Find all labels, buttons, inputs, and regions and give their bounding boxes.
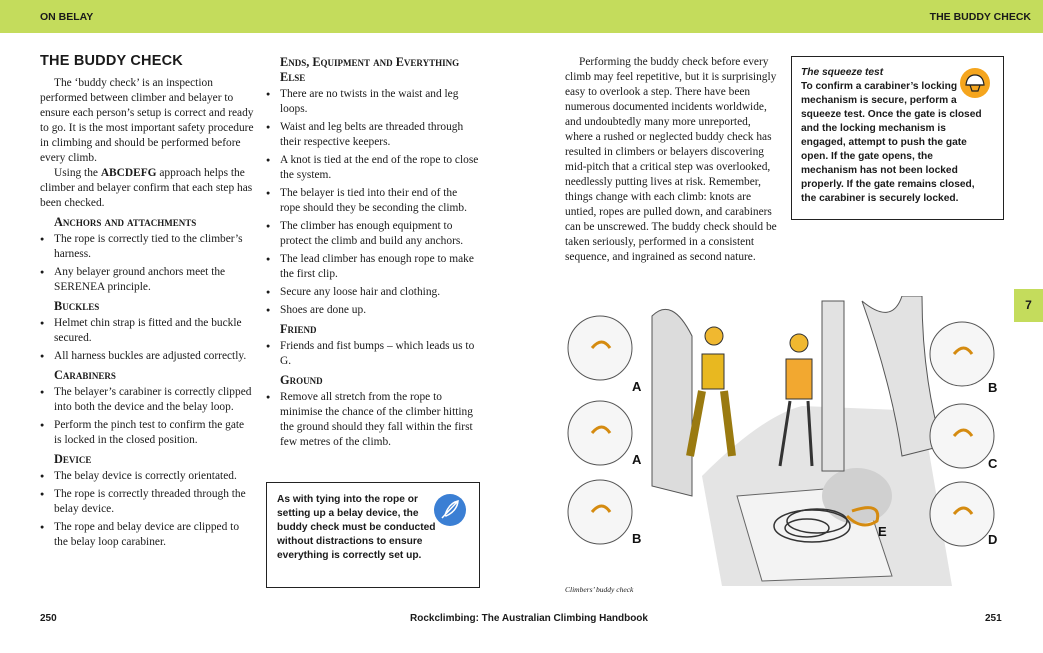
checklist-item: ● The climber has enough equipment to protect the climb and build any anchors. <box>266 219 480 249</box>
checklist-item: ● The rope is correctly tied to the climber’s harness. <box>40 232 254 262</box>
page-number-right: 251 <box>985 613 1002 624</box>
section-heading: Anchors and attachments <box>54 215 197 229</box>
tip-box <box>266 482 480 588</box>
section-heading: Ground <box>280 373 323 387</box>
checklist <box>40 385 254 448</box>
checklist-item: ● Perform the pinch test to confirm the gate is locked in the closed position. <box>40 418 254 448</box>
section-heading: Device <box>54 452 92 466</box>
checklist-item: ● Waist and leg belts are threaded through their respective keepers. <box>266 120 480 150</box>
checklist-item: ● The rope and belay device are clipped to the belay loop carabiner. <box>40 520 254 550</box>
tip-text: As with tying into the rope or setting up a belay device, the buddy check must be conducted without distractions to ensure everything is correctly set up. <box>277 494 436 561</box>
figure-label-a: A <box>632 379 642 394</box>
figure-label-c: C <box>988 456 998 471</box>
checklist-item: ● Remove all stretch from the rope to minimise the chance of the climber hitting the ground should they fall within the first few metres of the climb. <box>266 390 480 450</box>
figure-label-e: E <box>878 524 887 539</box>
header-right: THE BUDDY CHECK <box>929 11 1031 23</box>
squeeze-test-title: The squeeze test <box>801 67 884 78</box>
squeeze-test-text: To confirm a carabiner’s locking mechanism is secure, perform a squeeze test. Once the gate is closed and the locking mechanism is engaged, attempt to push the gate open. If the gate opens, the mechanism has not been locked properly. If the gate remains closed, the carabiner is securely locked. <box>801 81 982 204</box>
checklist-sections <box>266 55 480 450</box>
checklist-item: ● The belay device is correctly orientated. <box>40 469 254 484</box>
figure-label-a: A <box>632 452 642 467</box>
checklist-item: ● Shoes are done up. <box>266 303 480 318</box>
header-left: ON BELAY <box>40 11 94 23</box>
figure-label-d: D <box>988 532 998 547</box>
header-bar <box>0 0 1043 33</box>
checklist-sections <box>40 215 254 550</box>
chapter-tab[interactable]: 7 <box>1014 289 1043 322</box>
approach-paragraph: Using the ABCDEFG approach helps the climber and belayer confirm that each step has been checked. <box>40 167 253 209</box>
checklist-item: ● The rope is correctly threaded through the belay device. <box>40 487 254 517</box>
page-number-left: 250 <box>40 613 57 624</box>
checklist-item: ● There are no twists in the waist and leg loops. <box>266 87 480 117</box>
climbing-helmet-icon <box>959 67 991 99</box>
squeeze-test-box <box>791 56 1004 220</box>
figure-label-b: B <box>988 380 998 395</box>
page-title: THE BUDDY CHECK <box>40 53 183 69</box>
column-3 <box>565 55 779 265</box>
column-2 <box>266 55 480 453</box>
section-heading: Ends, Equipment and Everything Else <box>280 55 460 84</box>
checklist <box>266 390 480 450</box>
book-title: Rockclimbing: The Australian Climbing Handbook <box>410 613 648 624</box>
checklist-item: ● All harness buckles are adjusted correctly. <box>40 349 254 364</box>
checklist <box>40 316 254 364</box>
checklist-item: ● The belayer is tied into their end of the rope should they be seconding the climb. <box>266 186 480 216</box>
checklist <box>266 87 480 318</box>
column-1 <box>40 53 254 553</box>
checklist-item: ● The lead climber has enough rope to make the first clip. <box>266 252 480 282</box>
section-heading: Friend <box>280 322 317 336</box>
checklist-item: ● Friends and fist bumps – which leads us to G. <box>266 339 480 369</box>
checklist-item: ● The belayer’s carabiner is correctly clipped into both the device and the belay loop. <box>40 385 254 415</box>
checklist-item: ● A knot is tied at the end of the rope to close the system. <box>266 153 480 183</box>
buddy-check-illustration <box>562 296 1042 586</box>
buddy-check-paragraph: Performing the buddy check before every climb may feel repetitive, but it is surprisingly easy to overlook a step. There have been numerous documented incidents worldwide, and undoubtedly many more unreported, where a rushed or neglected buddy check has resulted in climbers or belayers discovering mid-pitch that a critical step was overlooked, needlessly putting lives at risk. Remember, things change with each climb: knots are untied, ropes are pulled down, and carabiners can be unscrewed. The buddy check should be taken seriously, performed in a consistent sequence, and ingrained as second nature. <box>565 56 777 263</box>
checklist <box>266 339 480 369</box>
feather-icon <box>433 493 467 527</box>
checklist <box>40 232 254 295</box>
checklist-item: ● Helmet chin strap is fitted and the buckle secured. <box>40 316 254 346</box>
checklist-item: ● Any belayer ground anchors meet the SERENEA principle. <box>40 265 254 295</box>
checklist-item: ● Secure any loose hair and clothing. <box>266 285 480 300</box>
figure-caption: Climbers’ buddy check <box>565 585 634 594</box>
section-heading: Carabiners <box>54 368 116 382</box>
intro-paragraph: The ‘buddy check’ is an inspection performed between climber and belayer to ensure each person’s setup is correct and ready to go. It is the most important safety procedure in climbing and should be performed before every climb. <box>40 77 254 164</box>
checklist <box>40 469 254 550</box>
figure-label-b: B <box>632 531 642 546</box>
section-heading: Buckles <box>54 299 100 313</box>
